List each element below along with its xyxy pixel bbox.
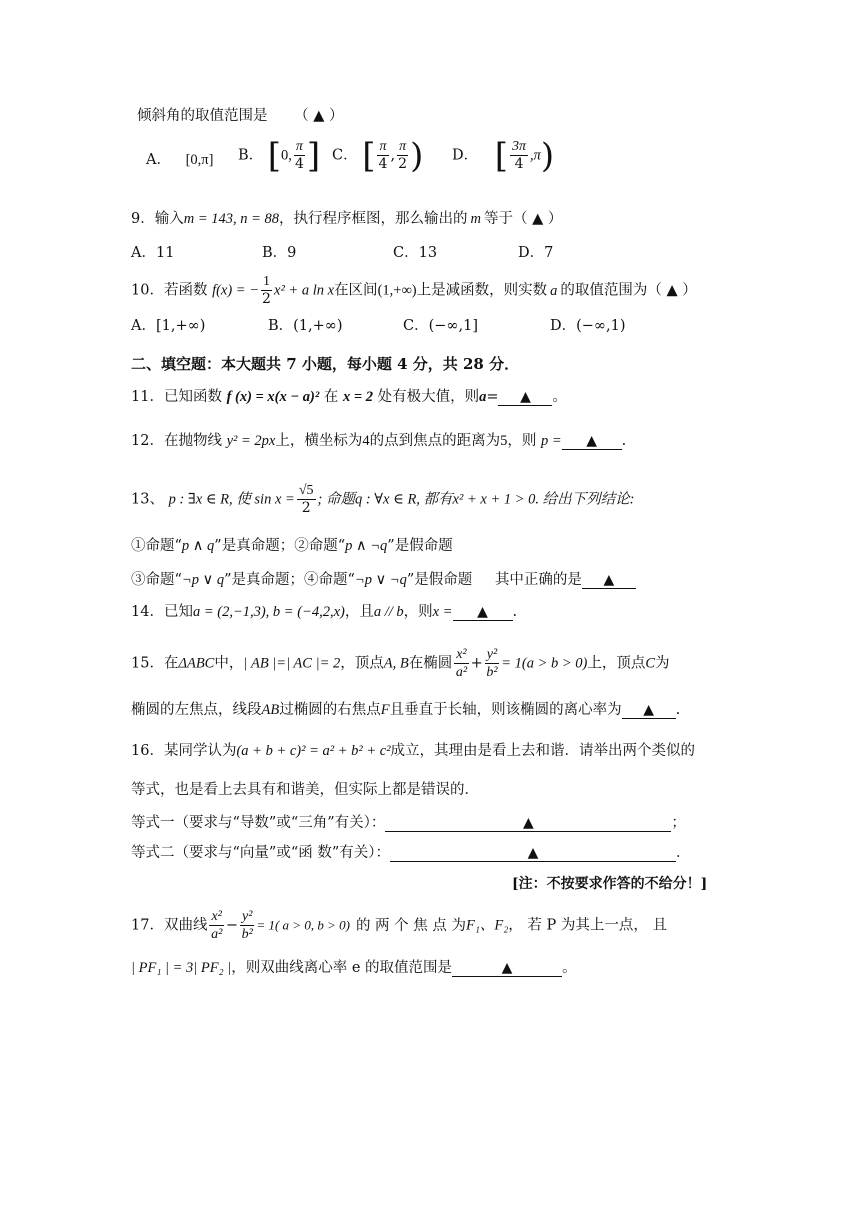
option-d-num: 3π	[512, 139, 527, 154]
q13-num: √5	[298, 483, 314, 498]
q12-mid2: 的点到焦点的距离为	[369, 433, 501, 449]
q9-mid: ，执行程序框图，那么输出的	[279, 211, 468, 227]
q15-num2: y²	[486, 647, 498, 662]
q14-parallel: a // b	[373, 604, 404, 620]
q14	[131, 602, 517, 622]
q10-post: 上是减函数，则实数	[416, 282, 548, 299]
q17-den1: a²	[211, 927, 223, 942]
q13-prop-p: p : ∃x ∈ R, 使 sin x =	[168, 491, 295, 508]
q16	[131, 741, 695, 761]
q16-line4	[131, 843, 691, 863]
q16-equation1-blank[interactable]: ▲	[385, 815, 671, 832]
section-2-heading: 二、填空题：本大题共 7 小题，每小题 4 分，共 28 分．	[131, 355, 520, 373]
option-b-num: π	[295, 139, 303, 154]
q12-var: p =	[540, 433, 562, 449]
q14-var: x =	[432, 604, 453, 620]
q15-triangle: ΔABC	[178, 655, 215, 672]
q8-option-c: C． [ $\frac{\pi}{4}$ , $\frac{\pi}{2}$ )	[332, 135, 424, 176]
q9-stem	[131, 209, 562, 229]
q8-option-a	[146, 150, 213, 170]
q8-option-d: D． [ $\frac{3\pi}{4}$ ,π)	[452, 135, 555, 176]
q17	[131, 908, 667, 943]
q10-option-a: A．[1,+∞)	[131, 318, 206, 334]
option-c-den2: 2	[398, 156, 408, 172]
q17-foci: F₁、F₂	[465, 917, 509, 934]
q15-den1: a²	[455, 665, 468, 680]
q16-equation1-label: 等式一（要求与“导数”或“三角”有关）：	[131, 815, 386, 831]
q17-pf: | PF₁ | = 3| PF₂ |	[131, 960, 232, 976]
option-d-den: 4	[514, 156, 524, 172]
option-c-num1: π	[379, 139, 387, 154]
q17-pre: 17．双曲线	[131, 917, 208, 934]
q13-l2-e1: ¬p ∨ q	[181, 572, 225, 588]
q13-l1-e1: p ∧ q	[181, 538, 215, 554]
q9-var: m	[470, 211, 482, 227]
q15-num1: x²	[456, 647, 467, 662]
q17-end: 。	[562, 960, 577, 976]
q15-mid: 中，	[214, 655, 244, 672]
option-a-value: [0,π]	[185, 152, 214, 168]
q11-func: f (x) = x(x − a)²	[226, 389, 320, 405]
q15-c: C	[645, 655, 656, 672]
q13-l2-e2: ¬p ∨ ¬q	[354, 572, 407, 588]
q9-option-c: C．13	[393, 245, 438, 261]
q10-var: a	[550, 282, 558, 299]
q14-pre: 14．已知	[131, 604, 193, 620]
q9-option-b: B．9	[262, 245, 297, 261]
q11	[131, 387, 567, 407]
q10-option-c: C．(−∞,1]	[403, 318, 478, 334]
option-b-left: 0,	[281, 147, 292, 164]
q10-interval: (1,+∞)	[377, 282, 417, 299]
q15-plus: +	[470, 655, 483, 672]
q15-mid3: 在椭圆	[408, 655, 453, 672]
option-b-den: 4	[294, 156, 304, 172]
q16-equation2-label: 等式二（要求与“向量”或“函 数”有关）：	[131, 845, 391, 861]
q13-l1-t2: ”是真命题；②命题“	[214, 538, 346, 554]
q17-num2: y²	[242, 909, 253, 924]
q10-mid: 在区间	[334, 282, 378, 299]
q14-end: .	[512, 604, 518, 620]
q15-l2-ab: AB	[261, 702, 280, 718]
q10-num: 1	[263, 274, 271, 289]
q13-blank[interactable]: ▲	[582, 572, 636, 589]
q12-end: .	[621, 433, 627, 449]
q15-den2: b²	[486, 665, 498, 680]
q16-equation2-blank[interactable]: ▲	[390, 845, 676, 862]
q15-l2-t3: 且垂直于长轴，则该椭圆的离心率为	[389, 702, 622, 718]
option-a-label: A．	[146, 152, 171, 168]
q13-l1-e2: p ∧ ¬q	[345, 538, 388, 554]
q16-l4-end: ．	[676, 845, 691, 861]
q14-post: ，则	[403, 604, 433, 620]
q17-post: 的 两 个 焦 点 为	[355, 917, 466, 934]
q11-post: 处有极大值，则	[377, 389, 480, 405]
q13-l2-t2: ”是真命题；④命题“	[224, 572, 355, 588]
q13-line2	[131, 570, 636, 590]
q13-den: 2	[301, 500, 311, 516]
q16-line2: 等式，也是看上去具有和谐美，但实际上都是错误的．	[131, 782, 479, 798]
q15-l2-t2: 过椭圆的右焦点	[279, 702, 381, 718]
q13-prop-q: ; 命题q : ∀x ∈ R, 都有x² + x + 1 > 0. 给出下列结论:	[317, 491, 635, 508]
q9-option-a: A．11	[131, 245, 175, 261]
q13-l2-t3: ”是假命题	[406, 572, 473, 588]
q12-mid: 上，横坐标为	[275, 433, 363, 449]
q16-post: 成立，其理由是看上去和谐．请举出两个类似的	[390, 743, 696, 759]
q17-den2: b²	[241, 927, 253, 942]
q15-cond: | AB |=| AC |= 2	[243, 655, 341, 672]
q11-var: a	[479, 389, 487, 405]
q15-l2-f: F	[380, 702, 390, 718]
q16-note: [注：不按要求作答的不给分！]	[512, 876, 708, 892]
q13-l2-t1: ③命题“	[131, 572, 182, 588]
q9-option-d: D．7	[518, 245, 554, 261]
q15-mid4: 上，顶点	[587, 655, 646, 672]
q17-minus: −	[225, 917, 239, 934]
q12	[131, 431, 626, 451]
q10-den: 2	[262, 291, 271, 307]
q10-pre: 10．若函数	[131, 282, 208, 299]
q16-l3-end: ；	[671, 815, 686, 831]
q13	[131, 482, 634, 517]
q8-text: 倾斜角的取值范围是	[137, 108, 268, 124]
q10-option-d: D．(−∞,1)	[550, 318, 626, 334]
q9-post: 等于（ ▲ ）	[484, 211, 563, 227]
q16-pre: 16．某同学认为	[131, 743, 237, 759]
q10-func-rest: x² + a ln x	[274, 282, 335, 299]
q15-eq: = 1(a > b > 0)	[501, 655, 588, 672]
option-b-label: B．	[238, 147, 264, 164]
q9-math: m = 143, n = 88	[183, 211, 280, 227]
q12-post: ，则	[507, 433, 537, 449]
q14-vectors: a = (2,−1,3), b = (−4,2,x)	[192, 604, 345, 620]
q15-end: .	[675, 702, 681, 718]
q10-func-start: f(x) = −	[212, 282, 260, 299]
q12-pre: 12．在抛物线	[131, 433, 222, 449]
q14-blank[interactable]: ▲	[453, 604, 513, 621]
q17-line2	[131, 958, 577, 978]
q12-n4: 4	[362, 433, 370, 449]
q8-answer-paren: （ ▲ ）	[294, 108, 344, 124]
option-c-label: C．	[332, 147, 358, 164]
q13-l2-t4: 其中正确的是	[494, 572, 582, 588]
q8-option-b: B． [0, $\frac{\pi}{4}$ ]	[238, 135, 321, 176]
q15-end: 为	[655, 655, 670, 672]
q11-blank[interactable]: ▲	[498, 389, 552, 406]
q15-blank[interactable]: ▲	[622, 702, 676, 719]
q9-pre: 9．输入	[131, 211, 184, 227]
q14-mid: ，且	[344, 604, 374, 620]
q16-eq: (a + b + c)² = a² + b² + c²	[236, 743, 391, 759]
option-d-label: D．	[452, 147, 479, 164]
q8-stem	[137, 106, 343, 126]
q16-line3	[131, 813, 686, 833]
q12-blank[interactable]: ▲	[562, 433, 622, 450]
q17-blank[interactable]: ▲	[452, 960, 562, 977]
q15-points: A, B	[383, 655, 409, 672]
q10-stem	[131, 273, 697, 308]
q13-l1-t3: ”是假命题	[387, 538, 453, 554]
option-d-right: ,π	[530, 147, 541, 164]
q10-option-b: B．(1,+∞)	[268, 318, 343, 334]
q15	[131, 646, 670, 681]
q13-l1-t1: ①命题“	[131, 538, 182, 554]
q11-eq: =	[486, 389, 499, 405]
q13-line1	[131, 536, 453, 556]
q13-pre: 13、	[131, 491, 164, 508]
q15-line2	[131, 700, 680, 720]
q15-l2-t1: 椭圆的左焦点，线段	[131, 702, 262, 718]
q11-cond: x = 2	[342, 389, 373, 405]
q10-end: 的取值范围为（ ▲ ）	[560, 282, 697, 299]
q11-mid: 在	[323, 389, 339, 405]
q11-pre: 11．已知函数	[131, 389, 222, 405]
q15-mid2: ，顶点	[340, 655, 384, 672]
q12-eq: y² = 2px	[226, 433, 276, 449]
q17-num1: x²	[211, 909, 222, 924]
q17-post2: ， 若 P 为其上一点， 且	[508, 917, 667, 934]
q11-end: 。	[552, 389, 567, 405]
q15-pre: 15．在	[131, 655, 179, 672]
option-c-den1: 4	[378, 156, 388, 172]
q17-text: ，则双曲线离心率 e 的取值范围是	[231, 960, 453, 976]
q17-eq: = 1( a > 0, b > 0)	[256, 917, 350, 933]
q12-n5: 5	[500, 433, 508, 449]
option-c-num2: π	[399, 139, 407, 154]
